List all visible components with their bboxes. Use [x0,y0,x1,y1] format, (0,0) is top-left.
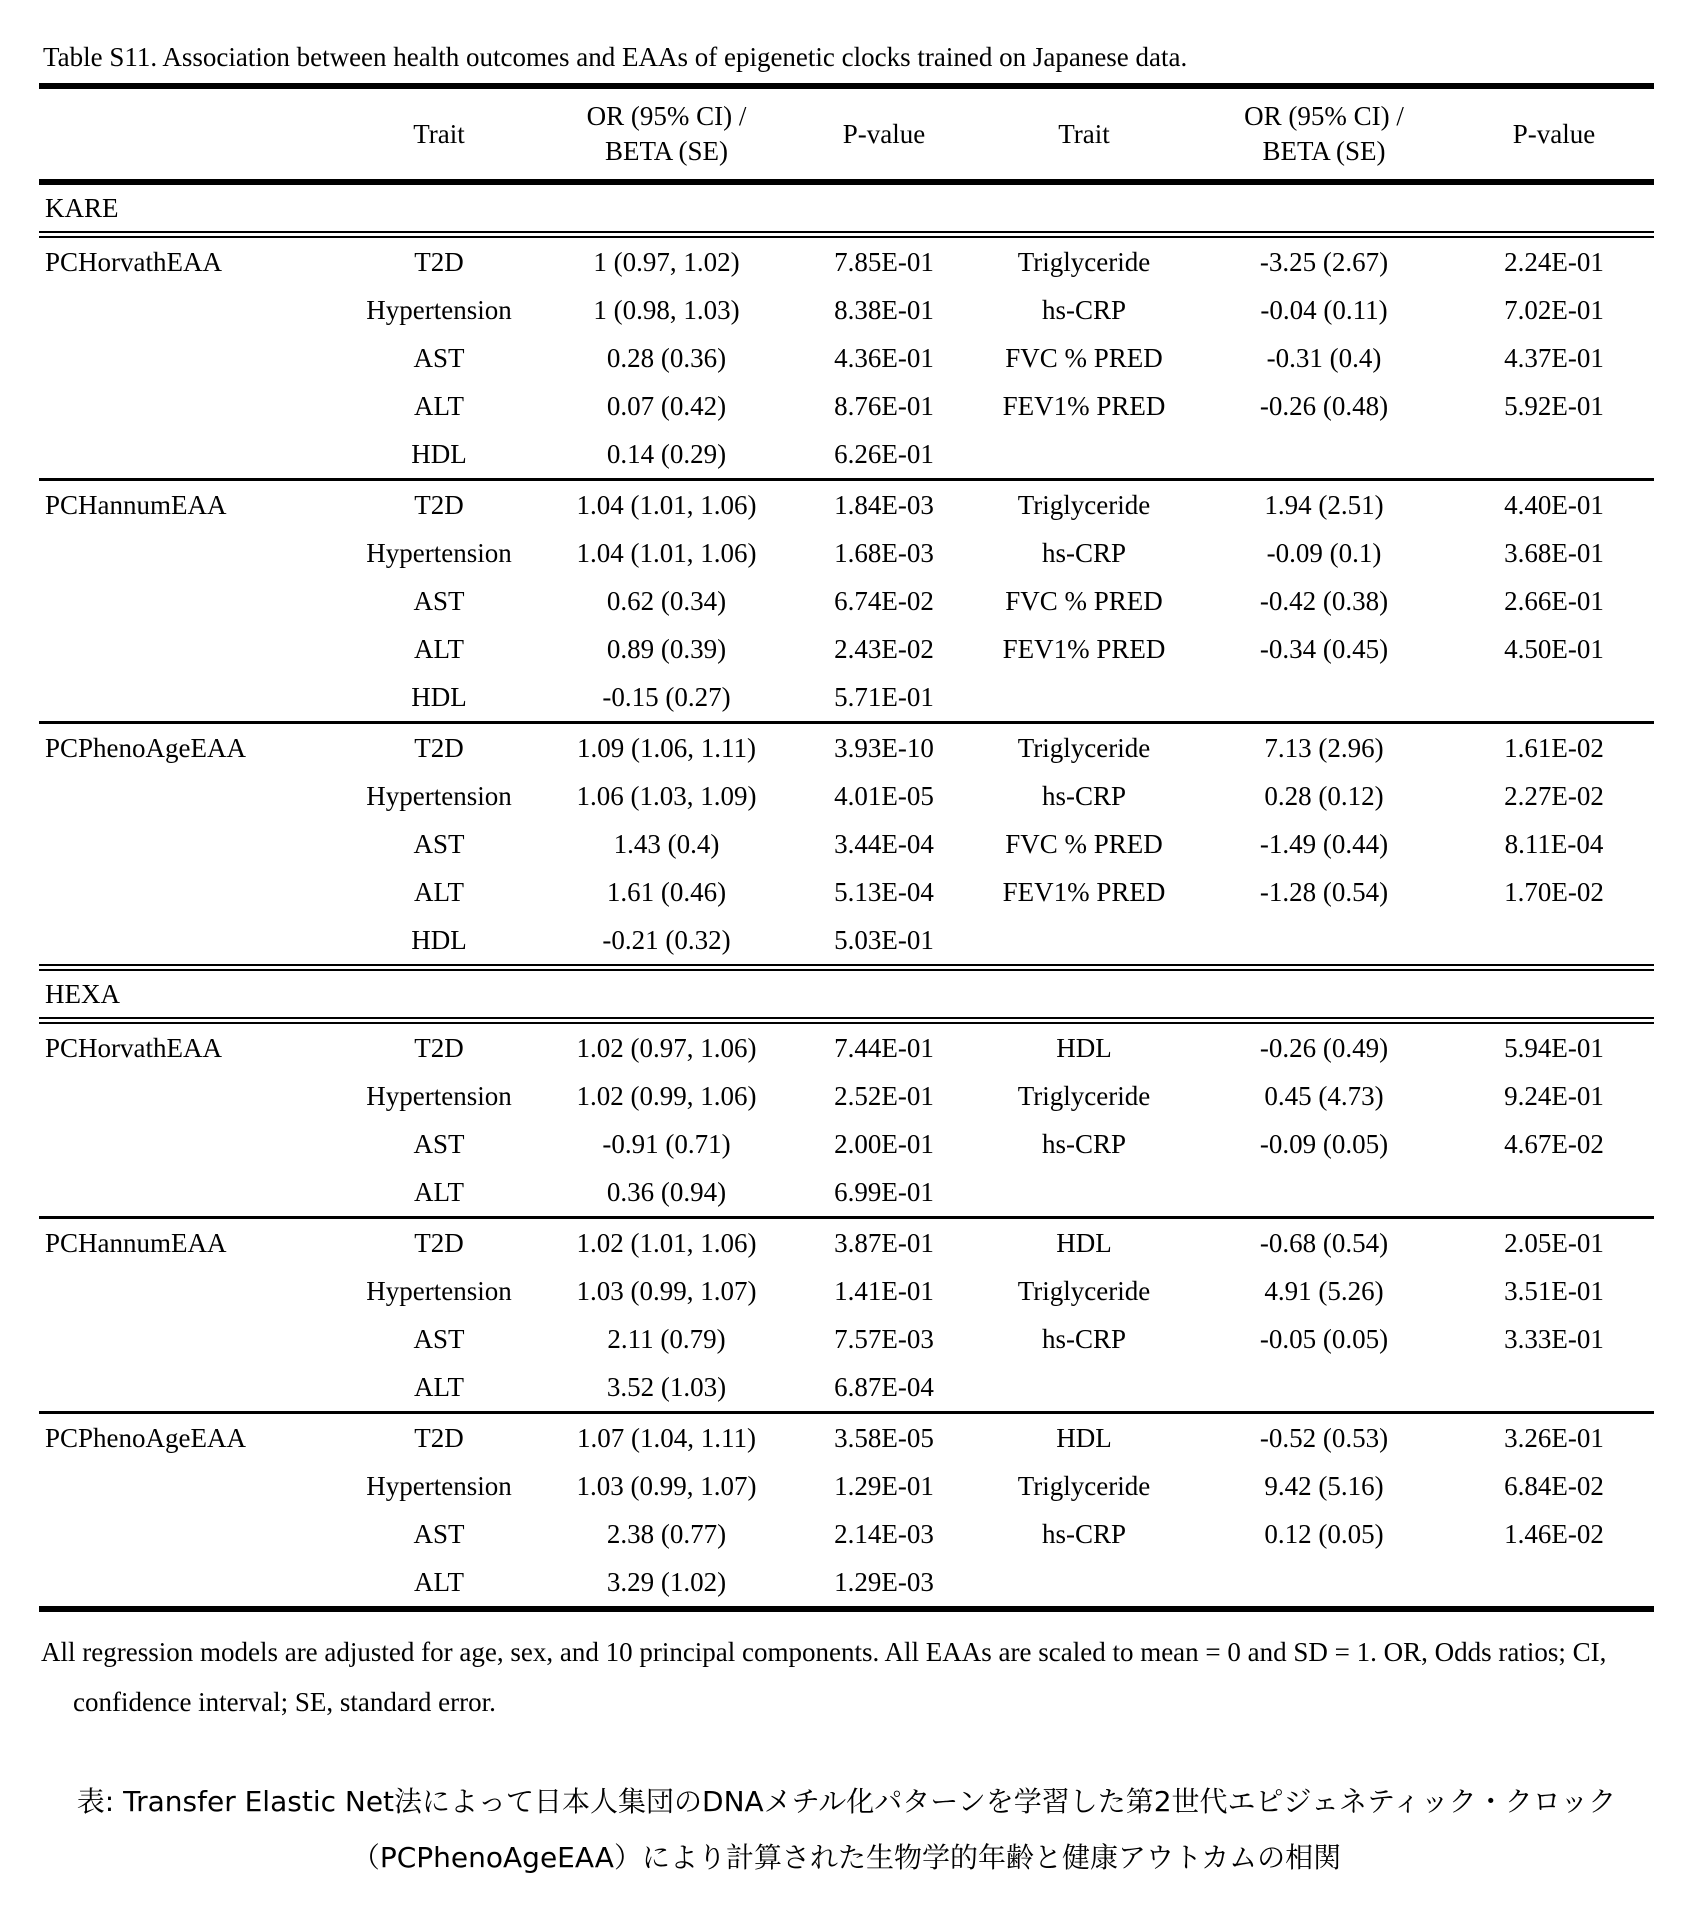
or-beta-cell: 1.02 (0.99, 1.06) [576,1080,757,1111]
table-row [39,235,1654,287]
p-value-cell: 4.37E-01 [1504,342,1604,373]
table-row [39,1218,1654,1268]
trait-cell: AST [413,828,465,859]
p-value-cell: 7.02E-01 [1504,294,1604,325]
trait-cell: T2D [414,1032,464,1063]
clock-cell [39,1510,339,1558]
trait-cell: T2D [414,489,464,520]
p-value-cell [1454,430,1654,480]
or-beta-cell: 1.06 (1.03, 1.09) [576,780,757,811]
clock-cell [39,868,339,916]
or-beta-cell: -1.28 (0.54) [1259,876,1389,907]
trait-cell: ALT [413,876,464,907]
trait-cell: HDL [411,924,467,955]
or-beta-cell: 1.03 (0.99, 1.07) [576,1470,757,1501]
header-or-right-line2: BETA (SE) [1262,136,1386,167]
or-beta-cell: 1.43 (0.4) [613,828,720,859]
clock-cell [39,1120,339,1168]
trait-cell: HDL [1056,1422,1112,1453]
table-row [39,1267,1654,1315]
trait-cell: AST [413,1323,465,1354]
header-trait-left-label: Trait [413,118,465,149]
trait-cell: FVC % PRED [1005,342,1163,373]
or-beta-cell: 1 (0.98, 1.03) [593,294,740,325]
trait-cell: hs-CRP [1041,780,1127,811]
clock-cell [39,916,339,968]
section-label: HEXA [45,978,120,1009]
or-beta-cell: 1.02 (0.97, 1.06) [576,1032,757,1063]
p-value-cell: 1.70E-02 [1504,876,1604,907]
or-beta-cell: -0.68 (0.54) [1259,1227,1389,1258]
clock-cell: PCHorvathEAA [45,1032,222,1063]
trait-cell: T2D [414,732,464,763]
section-label-row [39,182,1654,235]
p-value-cell: 7.57E-03 [834,1323,934,1354]
or-beta-cell: -0.42 (0.38) [1259,585,1389,616]
trait-cell: HDL [1056,1032,1112,1063]
clock-cell [39,1315,339,1363]
or-beta-cell [1194,1363,1454,1413]
p-value-cell: 3.44E-04 [834,828,934,859]
clock-cell [39,1168,339,1218]
or-beta-cell: 0.14 (0.29) [606,438,727,469]
or-beta-cell [1194,1558,1454,1609]
trait-cell: ALT [413,1371,464,1402]
p-value-cell [1454,673,1654,723]
table-row [39,868,1654,916]
p-value-cell: 5.13E-04 [834,876,934,907]
table-row [39,529,1654,577]
or-beta-cell [1194,1168,1454,1218]
clock-cell [39,1462,339,1510]
header-clock-blank [39,86,339,182]
p-value-cell: 5.71E-01 [834,681,934,712]
p-value-cell [1454,1168,1654,1218]
clock-cell: PCPhenoAgeEAA [45,732,246,763]
trait-cell: T2D [414,246,464,277]
or-beta-cell: 0.28 (0.12) [1264,780,1384,811]
or-beta-cell: -0.15 (0.27) [602,681,731,712]
clock-cell: PCHannumEAA [45,489,227,520]
p-value-cell: 1.68E-03 [834,537,934,568]
table-row [39,1315,1654,1363]
trait-cell [974,673,1194,723]
p-value-cell: 6.74E-02 [834,585,934,616]
table-title: Table S11. Association between health outcomes and EAAs of epigenetic clocks trained on Japanese data. [43,42,1188,72]
trait-cell: HDL [1056,1227,1112,1258]
p-value-cell: 3.68E-01 [1504,537,1604,568]
clock-cell [39,820,339,868]
section-label-row [39,968,1654,1021]
table-row [39,673,1654,723]
p-value-cell: 8.11E-04 [1504,828,1604,859]
trait-cell: AST [413,342,465,373]
p-value-cell: 2.52E-01 [834,1080,934,1111]
trait-cell: Hypertension [366,537,512,568]
trait-cell: ALT [413,633,464,664]
p-value-cell: 7.85E-01 [834,246,934,277]
clock-cell [39,1072,339,1120]
clock-cell [39,1558,339,1609]
p-value-cell: 6.99E-01 [834,1176,934,1207]
p-value-cell: 2.66E-01 [1504,585,1604,616]
trait-cell: FVC % PRED [1005,585,1163,616]
clock-cell: PCHorvathEAA [45,246,222,277]
p-value-cell: 2.43E-02 [834,633,934,664]
p-value-cell: 1.84E-03 [834,489,934,520]
trait-cell: Triglyceride [1017,1470,1151,1501]
table-row [39,382,1654,430]
trait-cell [974,1168,1194,1218]
p-value-cell: 2.24E-01 [1504,246,1604,277]
or-beta-cell: 0.36 (0.94) [606,1176,727,1207]
section-label: KARE [45,192,119,223]
results-table [39,83,1654,1612]
clock-cell [39,1363,339,1413]
p-value-cell: 3.26E-01 [1504,1422,1604,1453]
table-row [39,1120,1654,1168]
or-beta-cell: 1.94 (2.51) [1264,489,1384,520]
or-beta-cell: 1.07 (1.04, 1.11) [577,1422,756,1453]
clock-cell [39,1267,339,1315]
header-or-beta-right [1194,86,1454,182]
or-beta-cell: 1.03 (0.99, 1.07) [576,1275,757,1306]
p-value-cell: 4.36E-01 [834,342,934,373]
header-trait-right-label: Trait [1058,118,1110,149]
p-value-cell: 5.94E-01 [1504,1032,1604,1063]
p-value-cell: 3.51E-01 [1504,1275,1604,1306]
p-value-cell: 3.87E-01 [834,1227,934,1258]
trait-cell [974,1363,1194,1413]
or-beta-cell: -0.26 (0.48) [1259,390,1389,421]
trait-cell: ALT [413,390,464,421]
p-value-cell: 8.76E-01 [834,390,934,421]
p-value-cell [1454,916,1654,968]
table-row [39,772,1654,820]
table-row [39,480,1654,530]
table-row [39,577,1654,625]
p-value-cell: 4.40E-01 [1504,489,1604,520]
p-value-cell [1454,1363,1654,1413]
clock-cell [39,286,339,334]
clock-cell [39,529,339,577]
or-beta-cell: 1.04 (1.01, 1.06) [576,489,757,520]
header-pvalue-left-label: P-value [842,118,926,149]
or-beta-cell: -0.09 (0.05) [1259,1128,1389,1159]
trait-cell: Triglyceride [1017,1080,1151,1111]
table-header [39,86,1654,182]
japanese-caption-line2: （PCPhenoAgeEAA）により計算された生物学的年齢と健康アウトカムの相関 [351,1841,1342,1875]
clock-cell [39,625,339,673]
header-trait-right [974,86,1194,182]
results-table-body [39,182,1654,1609]
header-pvalue-left [794,86,974,182]
trait-cell: Hypertension [366,1275,512,1306]
or-beta-cell: 1.02 (1.01, 1.06) [576,1227,757,1258]
clock-cell [39,382,339,430]
trait-cell [974,1558,1194,1609]
header-row [39,86,1654,182]
trait-cell: FVC % PRED [1005,828,1163,859]
trait-cell: HDL [411,438,467,469]
p-value-cell [1454,1558,1654,1609]
p-value-cell: 6.26E-01 [834,438,934,469]
trait-cell: Hypertension [366,294,512,325]
header-pvalue-right-label: P-value [1512,118,1596,149]
or-beta-cell: 0.12 (0.05) [1264,1518,1384,1549]
or-beta-cell: -1.49 (0.44) [1259,828,1389,859]
header-trait-left [339,86,539,182]
or-beta-cell [1194,916,1454,968]
clock-cell [39,334,339,382]
or-beta-cell: -0.09 (0.1) [1266,537,1382,568]
p-value-cell: 6.84E-02 [1504,1470,1604,1501]
p-value-cell: 6.87E-04 [834,1371,934,1402]
or-beta-cell: -3.25 (2.67) [1259,246,1389,277]
trait-cell [974,916,1194,968]
trait-cell: Hypertension [366,1470,512,1501]
trait-cell: hs-CRP [1041,1323,1127,1354]
header-or-beta-left [539,86,794,182]
p-value-cell: 2.05E-01 [1504,1227,1604,1258]
or-beta-cell: -0.05 (0.05) [1259,1323,1389,1354]
or-beta-cell: 0.07 (0.42) [606,390,727,421]
trait-cell: Triglyceride [1017,246,1151,277]
p-value-cell: 8.38E-01 [834,294,934,325]
clock-cell [39,673,339,723]
header-or-right-line1: OR (95% CI) / [1244,101,1404,131]
trait-cell: ALT [413,1566,464,1597]
table-row [39,1168,1654,1218]
table-row [39,286,1654,334]
p-value-cell: 1.61E-02 [1504,732,1604,763]
trait-cell: Triglyceride [1017,1275,1151,1306]
p-value-cell: 9.24E-01 [1504,1080,1604,1111]
or-beta-cell: -0.91 (0.71) [602,1128,731,1159]
footnote: All regression models are adjusted for age, sex, and 10 principal components. All EAAs are scaled to mean = 0 and SD = 1. OR, Odds ratios; CI, confidence interval; SE, standard error. [41,1637,1607,1718]
trait-cell: FEV1% PRED [1002,633,1166,664]
or-beta-cell: 1.04 (1.01, 1.06) [576,537,757,568]
clock-cell: PCPhenoAgeEAA [45,1422,246,1453]
table-row [39,723,1654,773]
or-beta-cell: 0.62 (0.34) [606,585,727,616]
trait-cell [974,430,1194,480]
or-beta-cell: -0.52 (0.53) [1259,1422,1389,1453]
trait-cell: FEV1% PRED [1002,876,1166,907]
or-beta-cell: -0.34 (0.45) [1259,633,1389,664]
or-beta-cell: -0.31 (0.4) [1266,342,1382,373]
table-row [39,1021,1654,1073]
or-beta-cell: 0.89 (0.39) [606,633,727,664]
or-beta-cell: 1.61 (0.46) [606,876,727,907]
p-value-cell: 1.29E-01 [834,1470,934,1501]
table-row [39,916,1654,968]
table-row [39,1558,1654,1609]
table-row [39,1363,1654,1413]
trait-cell: Triglyceride [1017,489,1151,520]
or-beta-cell: 2.11 (0.79) [607,1323,726,1354]
trait-cell: T2D [414,1227,464,1258]
header-or-left-line2: BETA (SE) [604,136,729,167]
trait-cell: FEV1% PRED [1002,390,1166,421]
p-value-cell: 1.41E-01 [834,1275,934,1306]
p-value-cell: 5.92E-01 [1504,390,1604,421]
japanese-caption-line1: 表: Transfer Elastic Net法によって日本人集団のDNAメチル化パターンを学習した第2世代エピジェネティック・クロック [76,1785,1617,1819]
or-beta-cell: -0.04 (0.11) [1260,294,1388,325]
or-beta-cell: 3.29 (1.02) [606,1566,727,1597]
clock-cell [39,577,339,625]
p-value-cell: 3.93E-10 [834,732,934,763]
trait-cell: hs-CRP [1041,1518,1127,1549]
clock-cell [39,430,339,480]
p-value-cell: 1.46E-02 [1504,1518,1604,1549]
p-value-cell: 5.03E-01 [834,924,934,955]
p-value-cell: 3.58E-05 [834,1422,934,1453]
trait-cell: AST [413,1518,465,1549]
table-row [39,430,1654,480]
table-row [39,1072,1654,1120]
table-row [39,1413,1654,1463]
or-beta-cell: -0.21 (0.32) [602,924,731,955]
trait-cell: hs-CRP [1041,1128,1127,1159]
trait-cell: ALT [413,1176,464,1207]
p-value-cell: 2.14E-03 [834,1518,934,1549]
or-beta-cell: 2.38 (0.77) [606,1518,727,1549]
trait-cell: hs-CRP [1041,294,1127,325]
trait-cell: AST [413,585,465,616]
p-value-cell: 2.27E-02 [1504,780,1604,811]
clock-cell [39,772,339,820]
table-row [39,334,1654,382]
or-beta-cell: -0.26 (0.49) [1259,1032,1389,1063]
or-beta-cell: 1 (0.97, 1.02) [593,246,740,277]
trait-cell: Triglyceride [1017,732,1151,763]
or-beta-cell: 9.42 (5.16) [1264,1470,1384,1501]
or-beta-cell [1194,673,1454,723]
trait-cell: AST [413,1128,465,1159]
trait-cell: Hypertension [366,1080,512,1111]
p-value-cell: 4.01E-05 [834,780,934,811]
p-value-cell: 3.33E-01 [1504,1323,1604,1354]
header-pvalue-right [1454,86,1654,182]
p-value-cell: 4.50E-01 [1504,633,1604,664]
header-or-left-line1: OR (95% CI) / [586,101,747,131]
p-value-cell: 4.67E-02 [1504,1128,1604,1159]
table-row [39,820,1654,868]
trait-cell: Hypertension [366,780,512,811]
trait-cell: T2D [414,1422,464,1453]
or-beta-cell: 1.09 (1.06, 1.11) [577,732,756,763]
p-value-cell: 1.29E-03 [834,1566,934,1597]
or-beta-cell [1194,430,1454,480]
table-row [39,1510,1654,1558]
table-row [39,1462,1654,1510]
or-beta-cell: 4.91 (5.26) [1264,1275,1384,1306]
japanese-caption [39,1774,1654,1886]
trait-cell: HDL [411,681,467,712]
trait-cell: hs-CRP [1041,537,1127,568]
or-beta-cell: 7.13 (2.96) [1264,732,1384,763]
or-beta-cell: 3.52 (1.03) [606,1371,727,1402]
or-beta-cell: 0.45 (4.73) [1264,1080,1384,1111]
table-row [39,625,1654,673]
p-value-cell: 7.44E-01 [834,1032,934,1063]
clock-cell: PCHannumEAA [45,1227,227,1258]
p-value-cell: 2.00E-01 [834,1128,934,1159]
or-beta-cell: 0.28 (0.36) [606,342,727,373]
